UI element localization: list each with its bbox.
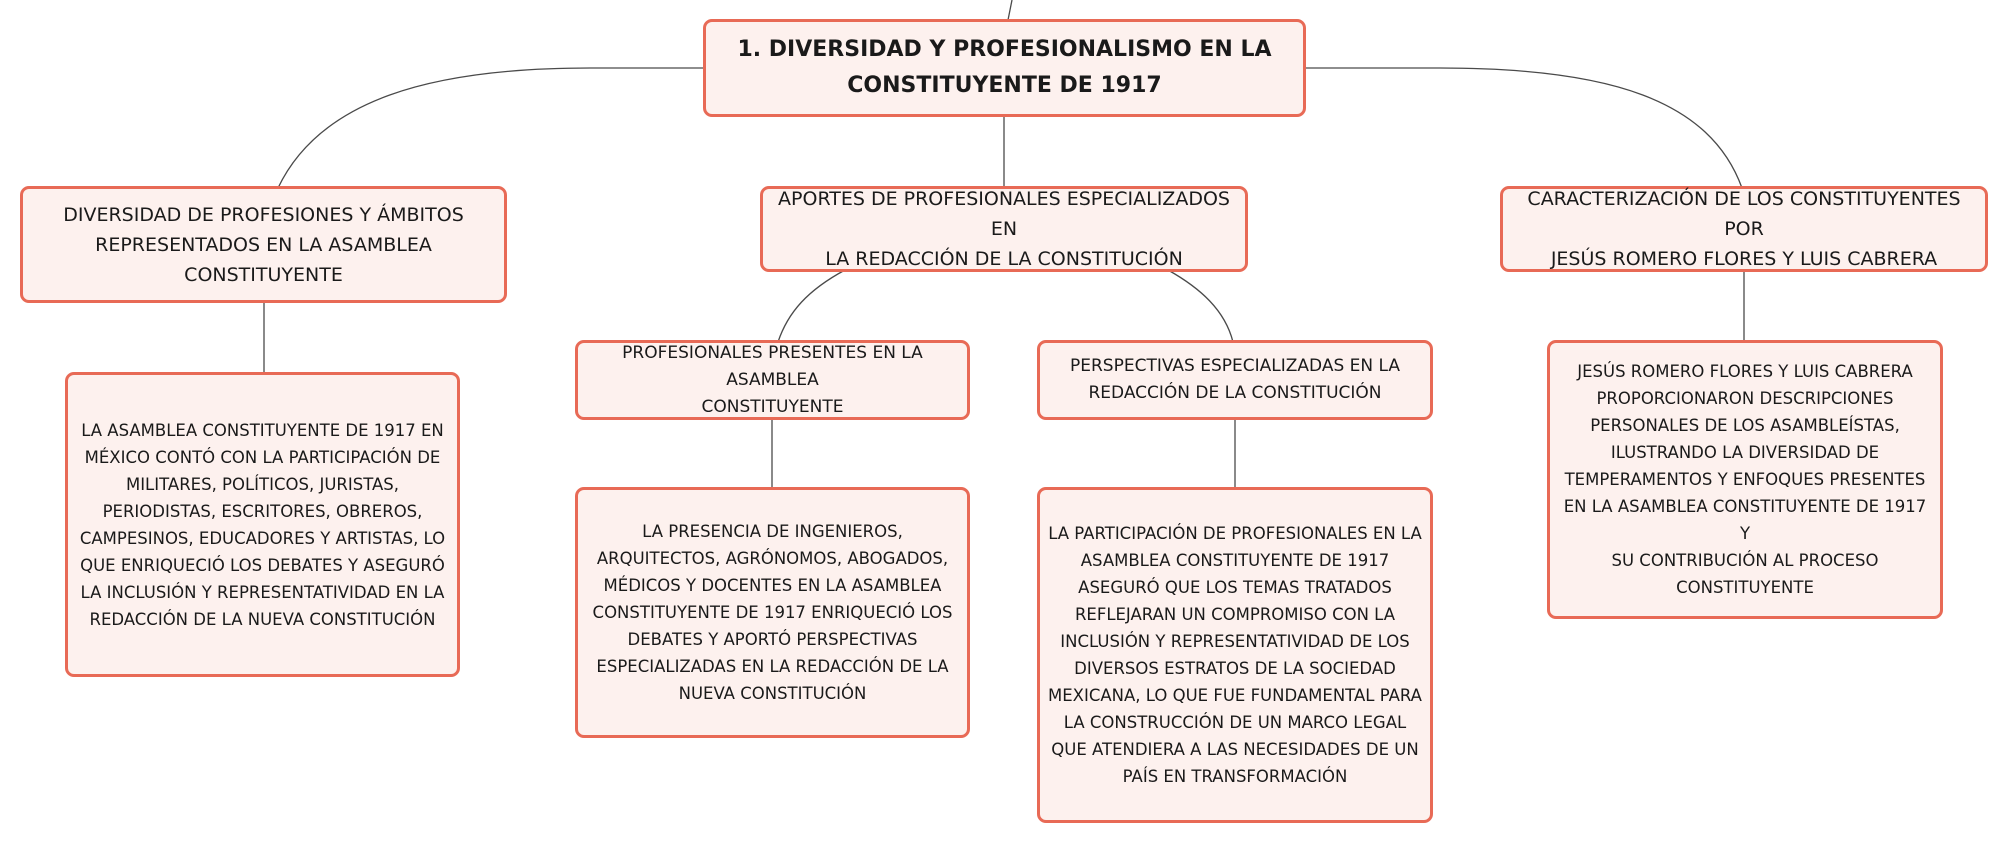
connector-root-right xyxy=(1306,68,1742,188)
left-detail-line-8: REDACCIÓN DE LA NUEVA CONSTITUCIÓN xyxy=(89,609,436,629)
right-branch-title-line-1: CARACTERIZACIÓN DE LOS CONSTITUYENTES POR xyxy=(1527,188,1961,240)
center-branch-title-line-1: APORTES DE PROFESIONALES ESPECIALIZADOS EN xyxy=(778,188,1230,240)
right-detail-line-5: TEMPERAMENTOS Y ENFOQUES PRESENTES xyxy=(1564,470,1926,489)
connector-root-left xyxy=(278,68,704,188)
center-subright-title-line-2: REDACCIÓN DE LA CONSTITUCIÓN xyxy=(1088,383,1382,403)
center-subright-detail-line-4: REFLEJARAN UN COMPROMISO CON LA xyxy=(1074,605,1396,624)
center-branch-title-line-2: LA REDACCIÓN DE LA CONSTITUCIÓN xyxy=(825,248,1183,270)
left-detail-line-7: LA INCLUSIÓN Y REPRESENTATIVIDAD EN LA xyxy=(80,582,445,602)
left-detail-node[interactable] xyxy=(65,372,460,677)
center-subleft-title-line-1: PROFESIONALES PRESENTES EN LA ASAMBLEA xyxy=(622,342,923,390)
left-branch-node[interactable] xyxy=(20,186,507,303)
center-subleft-detail-line-3: MÉDICOS Y DOCENTES EN LA ASAMBLEA xyxy=(603,576,942,595)
right-branch-title-line-2: JESÚS ROMERO FLORES Y LUIS CABRERA xyxy=(1550,248,1938,270)
left-detail-line-1: LA ASAMBLEA CONSTITUYENTE DE 1917 EN xyxy=(81,420,444,440)
center-subleft-node[interactable] xyxy=(575,340,970,420)
center-subright-detail-line-1: LA PARTICIPACIÓN DE PROFESIONALES EN LA xyxy=(1048,524,1422,543)
connector-center-subright xyxy=(1168,270,1233,342)
right-detail-line-4: ILUSTRANDO LA DIVERSIDAD DE xyxy=(1610,443,1880,462)
left-detail-line-2: MÉXICO CONTÓ CON LA PARTICIPACIÓN DE xyxy=(84,447,441,467)
right-detail-line-3: PERSONALES DE LOS ASAMBLEÍSTAS, xyxy=(1590,416,1900,435)
center-subleft-detail-node[interactable] xyxy=(575,487,970,738)
left-branch-title-line-1: DIVERSIDAD DE PROFESIONES Y ÁMBITOS xyxy=(63,203,464,226)
center-subright-detail-line-5: INCLUSIÓN Y REPRESENTATIVIDAD DE LOS xyxy=(1060,632,1410,651)
root-title-line-1: 1. DIVERSIDAD Y PROFESIONALISMO EN LA xyxy=(737,37,1272,62)
connector-parent-root xyxy=(1008,0,1012,20)
center-subright-title-line-1: PERSPECTIVAS ESPECIALIZADAS EN LA xyxy=(1070,356,1400,376)
root-title-line-2: CONSTITUYENTE DE 1917 xyxy=(847,73,1162,98)
center-subright-detail-line-7: MEXICANA, LO QUE FUE FUNDAMENTAL PARA xyxy=(1048,686,1422,705)
center-subleft-detail-line-2: ARQUITECTOS, AGRÓNOMOS, ABOGADOS, xyxy=(596,549,949,568)
left-detail-line-3: MILITARES, POLÍTICOS, JURISTAS, xyxy=(125,474,400,494)
right-detail-line-8: CONSTITUYENTE xyxy=(1676,578,1814,597)
left-detail-line-6: QUE ENRIQUECIÓ LOS DEBATES Y ASEGURÓ xyxy=(80,555,445,575)
center-subright-detail-line-2: ASAMBLEA CONSTITUYENTE DE 1917 xyxy=(1080,551,1390,570)
right-detail-line-2: PROPORCIONARON DESCRIPCIONES xyxy=(1596,389,1894,408)
center-subleft-detail-line-4: CONSTITUYENTE DE 1917 ENRIQUECIÓ LOS xyxy=(592,603,953,622)
right-detail-line-7: SU CONTRIBUCIÓN AL PROCESO xyxy=(1611,551,1879,570)
center-subleft-detail-line-7: NUEVA CONSTITUCIÓN xyxy=(678,684,867,703)
left-branch-title-line-3: CONSTITUYENTE xyxy=(184,263,343,286)
center-subright-detail-line-9: QUE ATENDIERA A LAS NECESIDADES DE UN xyxy=(1051,740,1419,759)
center-branch-node[interactable] xyxy=(760,186,1248,272)
right-detail-line-6: EN LA ASAMBLEA CONSTITUYENTE DE 1917 Y xyxy=(1563,497,1927,543)
center-subleft-detail-line-6: ESPECIALIZADAS EN LA REDACCIÓN DE LA xyxy=(596,657,949,676)
center-subleft-title-line-2: CONSTITUYENTE xyxy=(701,396,844,417)
left-branch-title-line-2: REPRESENTADOS EN LA ASAMBLEA xyxy=(95,233,432,256)
root-node[interactable] xyxy=(703,19,1306,117)
right-branch-node[interactable] xyxy=(1500,186,1988,272)
center-subleft-detail-line-5: DEBATES Y APORTÓ PERSPECTIVAS xyxy=(627,630,918,649)
center-subright-node[interactable] xyxy=(1037,340,1433,420)
center-subright-detail-line-6: DIVERSOS ESTRATOS DE LA SOCIEDAD xyxy=(1074,659,1396,678)
right-detail-node[interactable] xyxy=(1547,340,1943,619)
center-subright-detail-node[interactable] xyxy=(1037,487,1433,823)
right-detail-line-1: JESÚS ROMERO FLORES Y LUIS CABRERA xyxy=(1577,362,1913,381)
left-detail-line-4: PERIODISTAS, ESCRITORES, OBREROS, xyxy=(102,501,423,521)
center-subright-detail-line-3: ASEGURÓ QUE LOS TEMAS TRATADOS xyxy=(1078,578,1392,597)
center-subleft-detail-line-1: LA PRESENCIA DE INGENIEROS, xyxy=(642,522,903,541)
connector-center-subleft xyxy=(778,270,845,342)
center-subright-detail-line-10: PAÍS EN TRANSFORMACIÓN xyxy=(1122,767,1348,786)
left-detail-line-5: CAMPESINOS, EDUCADORES Y ARTISTAS, LO xyxy=(79,528,446,548)
center-subright-detail-line-8: LA CONSTRUCCIÓN DE UN MARCO LEGAL xyxy=(1063,713,1407,732)
